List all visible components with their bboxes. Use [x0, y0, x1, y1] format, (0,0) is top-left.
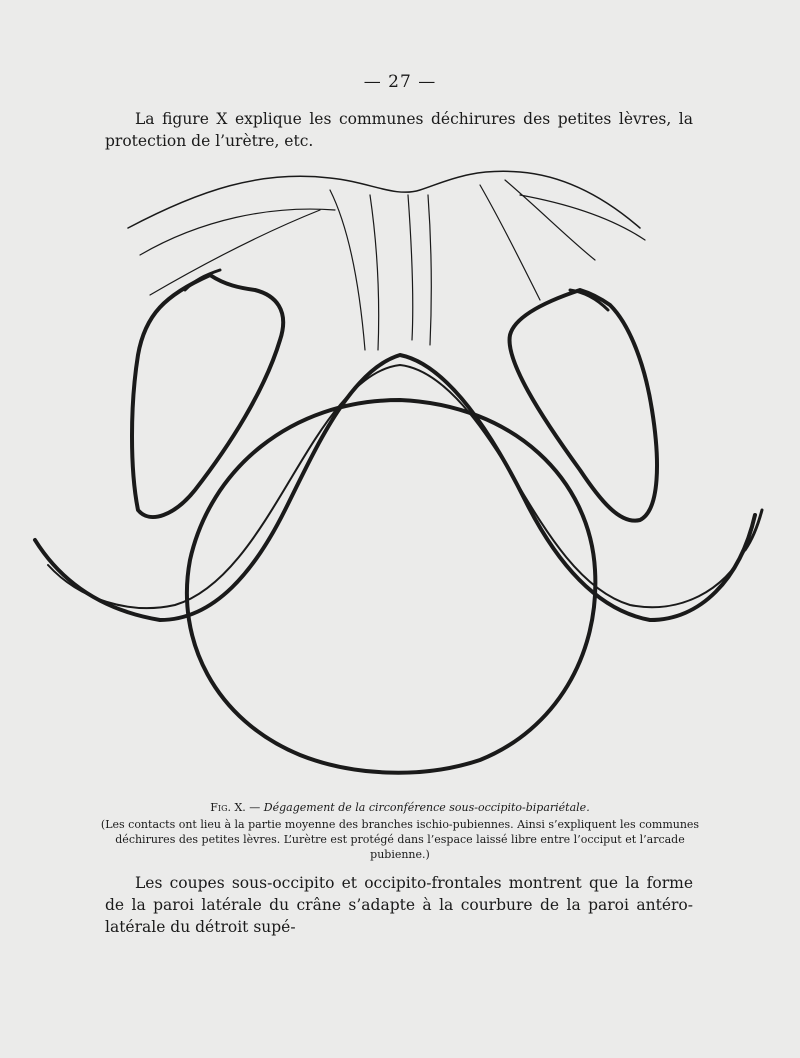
thin-line-3 [370, 195, 379, 350]
thin-line-5 [428, 195, 431, 345]
figure-caption [90, 800, 710, 862]
figure-note: (Les contacts ont lieu à la partie moyenne des branches ischio-pubiennes. Ainsi s’expliquent les communes déchirures des petites lèvres. L’urètre est protégé dans l’espace laissé libre entre l’occiput et l’arcade pubienne.) [100, 818, 700, 861]
thin-line-1 [150, 210, 320, 295]
thin-line-7 [505, 180, 595, 260]
closing-paragraph: Les coupes sous-occipito et occipito-frontales montrent que la forme de la paroi latérale du crâne s’adapte à la courbure de la paroi antéro-latérale du détroit supé- [105, 874, 693, 936]
figure-label: Fig. X. — [210, 801, 261, 814]
left-foramen [132, 275, 283, 517]
thin-line-2 [330, 190, 365, 350]
outer-outline-left [128, 171, 640, 228]
intro-paragraph: La figure X explique les communes déchirures des petites lèvres, la protection de l’urètre, etc. [105, 110, 693, 150]
thin-line-4 [408, 195, 413, 340]
page-number: — 27 — [363, 72, 437, 92]
pubic-arch-outer [35, 355, 755, 620]
pelvic-outlet-figure [0, 150, 800, 800]
fetal-head [187, 400, 595, 773]
figure-title: Dégagement de la circonférence sous-occipito-bipariétale. [263, 801, 590, 814]
right-foramen [510, 290, 657, 521]
